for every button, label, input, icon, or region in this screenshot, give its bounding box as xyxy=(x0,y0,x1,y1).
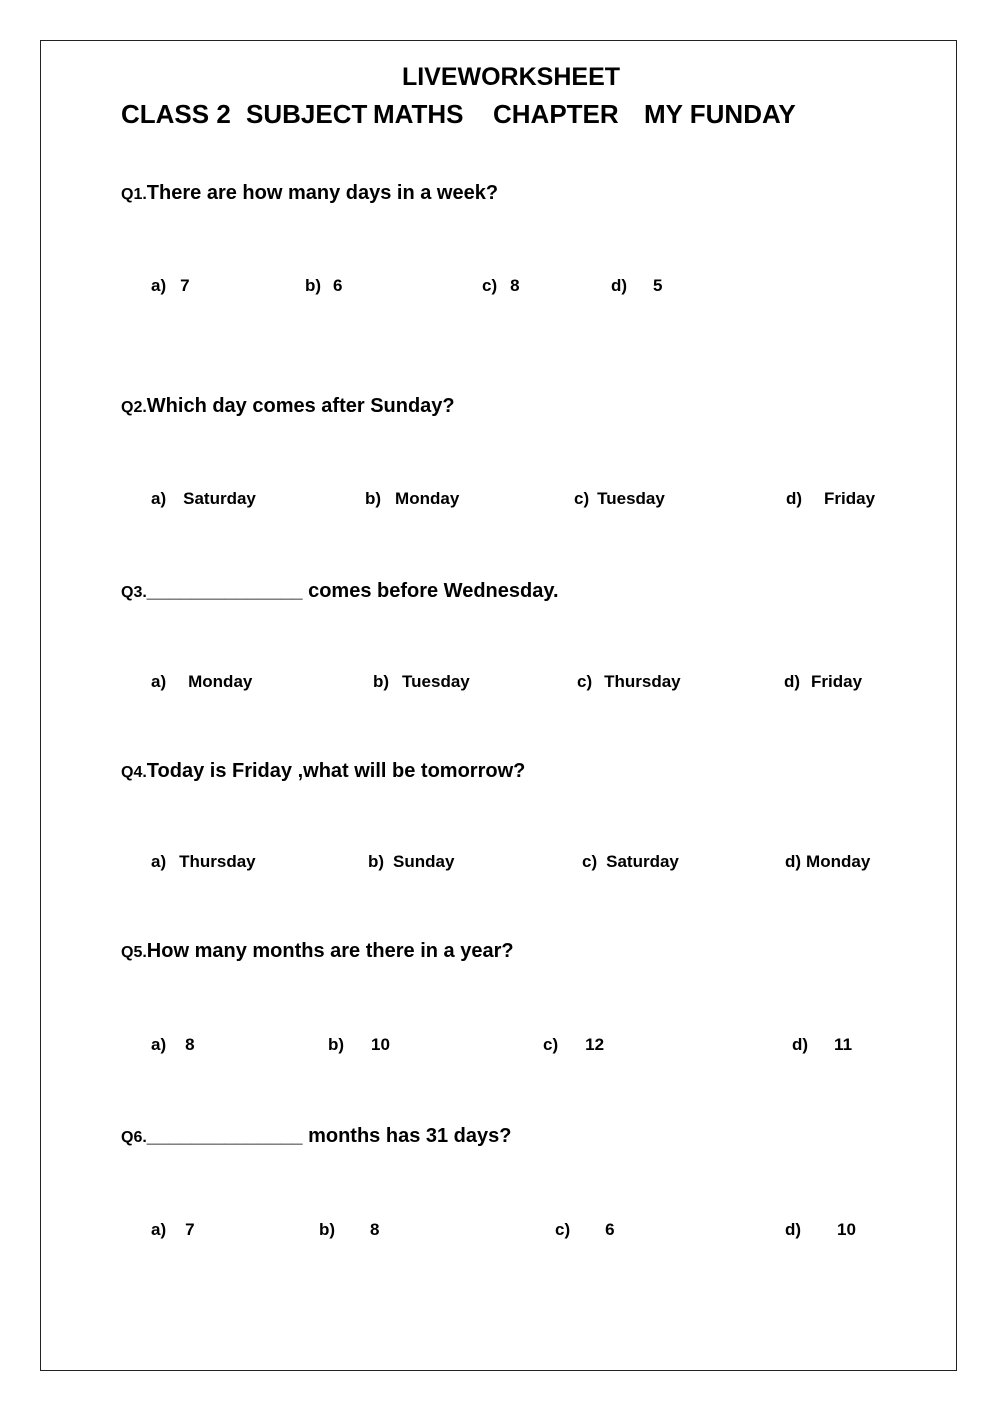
question-6 xyxy=(121,1125,511,1148)
worksheet-border xyxy=(40,40,957,1371)
option-q4-a[interactable]: a) Thursday xyxy=(151,852,256,871)
question-5 xyxy=(121,940,514,963)
option-q5-a[interactable]: a) 8 xyxy=(151,1035,195,1054)
option-q1-b[interactable]: b) 6 xyxy=(305,276,343,295)
question-text: There are how many days in a week? xyxy=(146,182,499,204)
option-q1-c[interactable]: c) 8 xyxy=(482,276,520,295)
question-number: Q4. xyxy=(121,764,147,781)
option-q1-a[interactable]: a) 7 xyxy=(151,276,190,295)
option-q6-c[interactable]: c) 6 xyxy=(555,1220,615,1239)
class-label: CLASS 2 xyxy=(121,99,231,129)
question-number: Q1. xyxy=(121,186,147,203)
option-q3-c[interactable]: c) Thursday xyxy=(577,672,681,691)
chapter-value: MY FUNDAY xyxy=(644,99,796,129)
option-q6-b[interactable]: b) 8 xyxy=(319,1220,380,1239)
option-q6-a[interactable]: a) 7 xyxy=(151,1220,195,1239)
question-text: Which day comes after Sunday? xyxy=(146,395,455,417)
question-text: ______________ comes before Wednesday. xyxy=(146,580,559,602)
question-number: Q3. xyxy=(121,584,147,601)
option-q6-d[interactable]: d) 10 xyxy=(785,1220,856,1239)
option-q5-b[interactable]: b) 10 xyxy=(328,1035,390,1054)
question-4 xyxy=(121,760,525,783)
option-q3-d[interactable]: d) Friday xyxy=(784,672,863,691)
option-q5-d[interactable]: d) 11 xyxy=(792,1035,853,1054)
question-text: How many months are there in a year? xyxy=(146,940,514,962)
option-q4-c[interactable]: c) Saturday xyxy=(582,852,679,871)
option-q2-d[interactable]: d) Friday xyxy=(786,489,876,508)
option-q3-a[interactable]: a) Monday xyxy=(151,672,253,691)
question-text: ______________ months has 31 days? xyxy=(146,1125,512,1147)
question-text: Today is Friday ,what will be tomorrow? xyxy=(146,760,526,782)
option-q2-a[interactable]: a) Saturday xyxy=(151,489,256,508)
option-q4-b[interactable]: b) Sunday xyxy=(368,852,455,871)
question-number: Q5. xyxy=(121,944,147,961)
option-q1-d[interactable]: d) 5 xyxy=(611,276,663,295)
option-q2-b[interactable]: b) Monday xyxy=(365,489,460,508)
option-q2-c[interactable]: c) Tuesday xyxy=(574,489,665,508)
option-q4-d[interactable]: d) Monday xyxy=(785,852,871,871)
question-number: Q6. xyxy=(121,1129,147,1146)
subject-label: SUBJECT xyxy=(246,99,368,129)
question-number: Q2. xyxy=(121,399,147,416)
worksheet-title: LIVEWORKSHEET xyxy=(401,63,621,91)
subject-value: MATHS xyxy=(373,99,464,129)
option-q5-c[interactable]: c) 12 xyxy=(543,1035,605,1054)
question-2 xyxy=(121,395,455,418)
chapter-label: CHAPTER xyxy=(493,99,619,129)
option-q3-b[interactable]: b) Tuesday xyxy=(373,672,470,691)
question-1 xyxy=(121,182,498,205)
question-3 xyxy=(121,580,559,603)
